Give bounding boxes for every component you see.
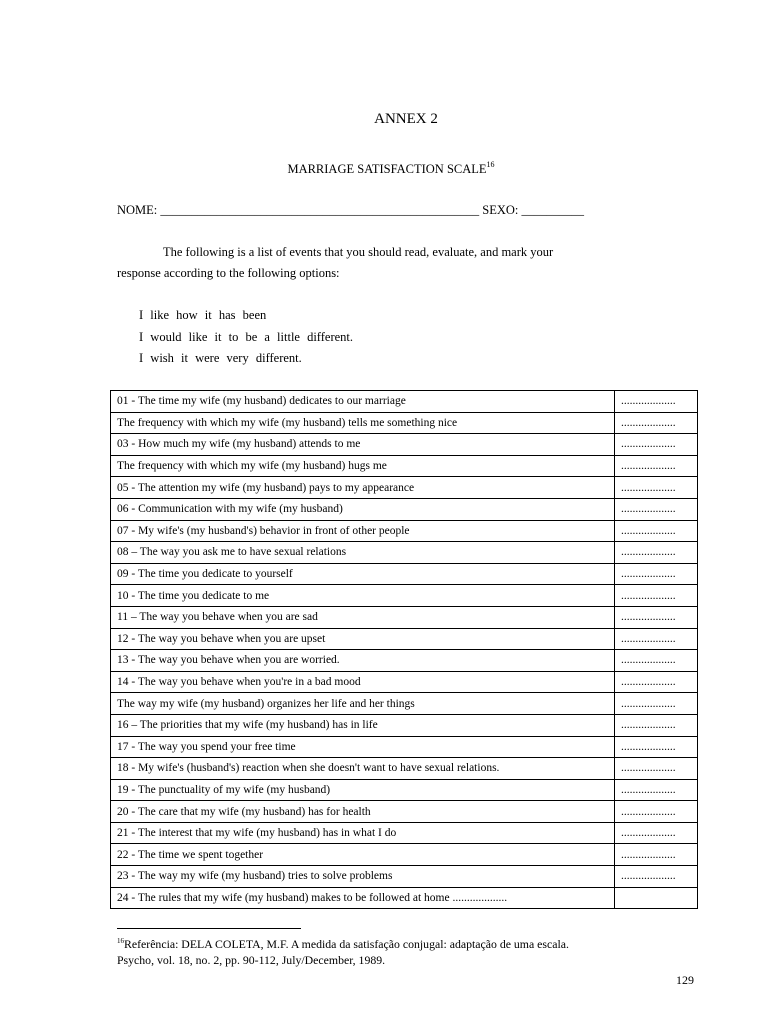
item-statement: 16 – The priorities that my wife (my husband) has in life [111, 714, 615, 736]
answer-field[interactable]: ................... [615, 801, 698, 823]
item-statement: 18 - My wife's (husband's) reaction when she doesn't want to have sexual relations. [111, 758, 615, 780]
name-sex-form-line: NOME: ___________________________________________________ SEXO: __________ [117, 203, 585, 217]
answer-field[interactable]: ................... [615, 650, 698, 672]
response-options-list [139, 305, 353, 370]
table-row [111, 736, 698, 758]
table-row [111, 477, 698, 499]
item-statement: The frequency with which my wife (my husband) tells me something nice [111, 412, 615, 434]
item-statement: 24 - The rules that my wife (my husband) makes to be followed at home ................... [111, 887, 615, 909]
table-row [111, 585, 698, 607]
item-statement: 11 – The way you behave when you are sad [111, 606, 615, 628]
table-row [111, 801, 698, 823]
table-row [111, 455, 698, 477]
answer-field[interactable]: ................... [615, 866, 698, 888]
answer-field[interactable]: ................... [615, 714, 698, 736]
item-statement: 05 - The attention my wife (my husband) pays to my appearance [111, 477, 615, 499]
answer-field[interactable]: ................... [615, 455, 698, 477]
table-row [111, 671, 698, 693]
footnote-line-2: Psycho, vol. 18, no. 2, pp. 90-112, July/December, 1989. [117, 953, 386, 967]
answer-field[interactable]: ................... [615, 434, 698, 456]
table-row [111, 412, 698, 434]
table-row [111, 520, 698, 542]
item-statement: 23 - The way my wife (my husband) tries to solve problems [111, 866, 615, 888]
option-item: I wish it were very different. [139, 351, 302, 365]
answer-field[interactable]: ................... [615, 844, 698, 866]
item-statement: 08 – The way you ask me to have sexual relations [111, 542, 615, 564]
item-statement: 12 - The way you behave when you are upset [111, 628, 615, 650]
item-statement: 10 - The time you dedicate to me [111, 585, 615, 607]
item-statement: 17 - The way you spend your free time [111, 736, 615, 758]
footnote-divider [117, 928, 301, 929]
answer-field[interactable]: ................... [615, 758, 698, 780]
table-row [111, 650, 698, 672]
answer-field[interactable]: ................... [615, 498, 698, 520]
footnote-line-1 [117, 933, 569, 952]
items-table [110, 390, 698, 909]
answer-field[interactable]: ................... [615, 563, 698, 585]
table-row [111, 434, 698, 456]
scale-title-text: MARRIAGE SATISFACTION SCALE [287, 162, 487, 176]
page-title: ANNEX 2 [374, 111, 438, 127]
scale-title [0, 160, 768, 177]
item-statement: 22 - The time we spent together [111, 844, 615, 866]
option-item: I would like it to be a little different. [139, 329, 354, 344]
table-row [111, 758, 698, 780]
table-row [111, 779, 698, 801]
table-row [111, 714, 698, 736]
answer-field[interactable]: ................... [615, 736, 698, 758]
table-row [111, 693, 698, 715]
answer-field[interactable]: ................... [615, 477, 698, 499]
answer-field[interactable]: ................... [615, 520, 698, 542]
answer-field[interactable]: ................... [615, 693, 698, 715]
table-row [111, 844, 698, 866]
table-row [111, 542, 698, 564]
table-row [111, 887, 698, 909]
answer-field[interactable]: ................... [615, 412, 698, 434]
footnote-reference: 16 [486, 160, 495, 169]
instructions-paragraph: The following is a list of events that you should read, evaluate, and mark your response according to the following options: [117, 245, 554, 280]
item-statement: The way my wife (my husband) organizes her life and her things [111, 693, 615, 715]
item-statement: The frequency with which my wife (my husband) hugs me [111, 455, 615, 477]
answer-field[interactable]: ................... [615, 585, 698, 607]
item-statement: 13 - The way you behave when you are worried. [111, 650, 615, 672]
item-statement: 09 - The time you dedicate to yourself [111, 563, 615, 585]
table-row [111, 498, 698, 520]
item-statement: 14 - The way you behave when you're in a bad mood [111, 671, 615, 693]
page-number: 129 [676, 973, 694, 987]
item-statement: 21 - The interest that my wife (my husband) has in what I do [111, 822, 615, 844]
item-statement: 20 - The care that my wife (my husband) has for health [111, 801, 615, 823]
footnote-marker: 16 [117, 937, 124, 945]
item-statement: 01 - The time my wife (my husband) dedicates to our marriage [111, 391, 615, 413]
item-statement: 19 - The punctuality of my wife (my husband) [111, 779, 615, 801]
answer-field[interactable] [615, 887, 698, 909]
table-row [111, 563, 698, 585]
answer-field[interactable]: ................... [615, 606, 698, 628]
item-statement: 06 - Communication with my wife (my husband) [111, 498, 615, 520]
answer-field[interactable]: ................... [615, 391, 698, 413]
footnote [117, 933, 569, 968]
table-row [111, 391, 698, 413]
table-row [111, 628, 698, 650]
option-item: I like how it has been [139, 308, 267, 322]
table-row [111, 822, 698, 844]
answer-field[interactable]: ................... [615, 542, 698, 564]
footnote-citation: Referência: DELA COLETA, M.F. A medida da satisfação conjugal: adaptação de uma escala. [124, 937, 569, 951]
answer-field[interactable]: ................... [615, 628, 698, 650]
table-row [111, 606, 698, 628]
answer-field[interactable]: ................... [615, 671, 698, 693]
answer-field[interactable]: ................... [615, 779, 698, 801]
table-row [111, 866, 698, 888]
answer-field[interactable]: ................... [615, 822, 698, 844]
item-statement: 07 - My wife's (my husband's) behavior in front of other people [111, 520, 615, 542]
item-statement: 03 - How much my wife (my husband) attends to me [111, 434, 615, 456]
